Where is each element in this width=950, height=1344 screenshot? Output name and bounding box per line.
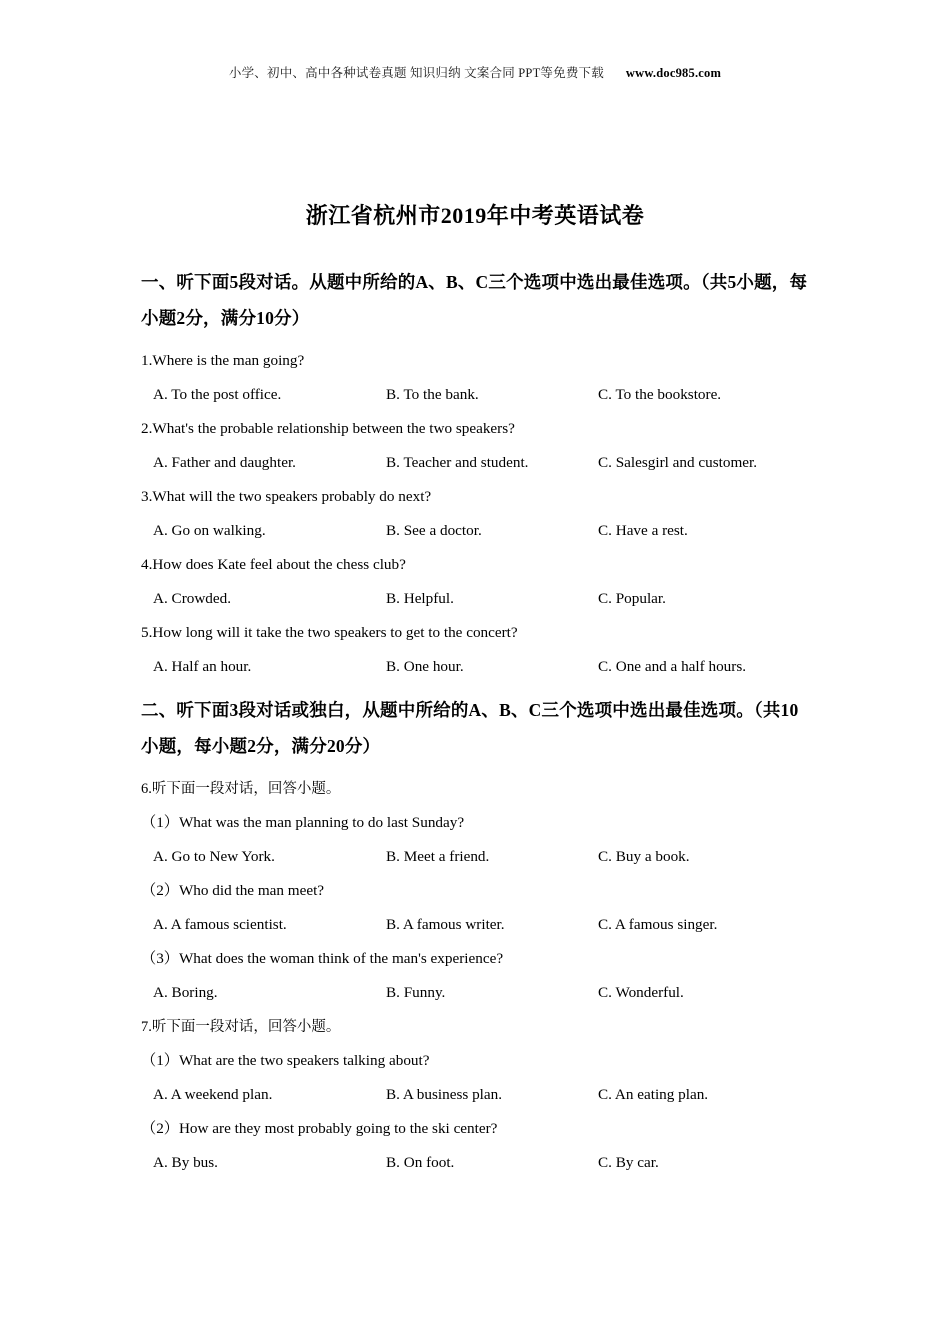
question-text: 5.How long will it take the two speakers to get to the concert?	[141, 624, 518, 641]
option-c: C. Salesgirl and customer.	[598, 454, 758, 471]
question-text: （2）How are they most probably going to the ski center?	[141, 1120, 498, 1137]
option-c: C. To the bookstore.	[598, 386, 722, 403]
option-a: A. Half an hour.	[153, 658, 252, 675]
option-b: B. A business plan.	[386, 1086, 503, 1103]
options-row	[141, 514, 809, 548]
question-intro: 6.听下面一段对话，回答小题。	[141, 781, 341, 797]
question-text: （1）What was the man planning to do last Sunday?	[141, 814, 465, 831]
option-a: A. A famous scientist.	[153, 916, 287, 933]
options-row	[141, 840, 809, 874]
option-a: A. To the post office.	[153, 386, 282, 403]
option-b: B. Teacher and student.	[386, 454, 529, 471]
section-heading: 一、听下面5段对话。从题中所给的A、B、C三个选项中选出最佳选项。（共5小题，每小题2分，满分10分）	[141, 272, 808, 328]
option-c: C. Wonderful.	[598, 984, 684, 1001]
options-row	[141, 446, 809, 480]
option-b: B. Funny.	[386, 984, 446, 1001]
option-c: C. Popular.	[598, 590, 666, 607]
options-row	[141, 1078, 809, 1112]
options-row	[141, 1146, 809, 1180]
option-a: A. A weekend plan.	[153, 1086, 273, 1103]
option-b: B. To the bank.	[386, 386, 479, 403]
option-a: A. Boring.	[153, 984, 218, 1001]
section-heading: 二、听下面3段对话或独白，从题中所给的A、B、C三个选项中选出最佳选项。（共10小题，每小题2分，满分20分）	[141, 700, 799, 756]
option-b: B. One hour.	[386, 658, 464, 675]
question-text: 4.How does Kate feel about the chess club?	[141, 556, 406, 573]
options-row	[141, 582, 809, 616]
option-b: B. Meet a friend.	[386, 848, 490, 865]
question-text: 2.What's the probable relationship between the two speakers?	[141, 420, 515, 437]
options-row	[141, 908, 809, 942]
option-a: A. Go on walking.	[153, 522, 266, 539]
option-c: C. Buy a book.	[598, 848, 690, 865]
option-c: C. By car.	[598, 1154, 659, 1171]
question-text: （2）Who did the man meet?	[141, 882, 325, 899]
page-title: 浙江省杭州市2019年中考英语试卷	[305, 203, 645, 228]
option-c: C. An eating plan.	[598, 1086, 709, 1103]
option-b: B. On foot.	[386, 1154, 455, 1171]
option-b: B. Helpful.	[386, 590, 454, 607]
options-row	[141, 378, 809, 412]
header-site-link[interactable]: www.doc985.com	[625, 66, 722, 80]
header-bar	[0, 0, 950, 81]
document-body	[141, 264, 809, 1180]
question-text: 1.Where is the man going?	[141, 352, 305, 369]
option-b: B. See a doctor.	[386, 522, 482, 539]
option-a: A. By bus.	[153, 1154, 218, 1171]
option-a: A. Go to New York.	[153, 848, 275, 865]
question-text: （3）What does the woman think of the man's experience?	[141, 950, 504, 967]
question-intro: 7.听下面一段对话，回答小题。	[141, 1019, 341, 1035]
option-b: B. A famous writer.	[386, 916, 505, 933]
option-a: A. Father and daughter.	[153, 454, 296, 471]
options-row	[141, 650, 809, 684]
option-a: A. Crowded.	[153, 590, 232, 607]
question-text: （1）What are the two speakers talking about?	[141, 1052, 430, 1069]
options-row	[141, 976, 809, 1010]
option-c: C. Have a rest.	[598, 522, 688, 539]
header-text: 小学、初中、高中各种试卷真题 知识归纳 文案合同 PPT等免费下载	[228, 66, 604, 80]
option-c: C. A famous singer.	[598, 916, 718, 933]
option-c: C. One and a half hours.	[598, 658, 747, 675]
question-text: 3.What will the two speakers probably do next?	[141, 488, 432, 505]
